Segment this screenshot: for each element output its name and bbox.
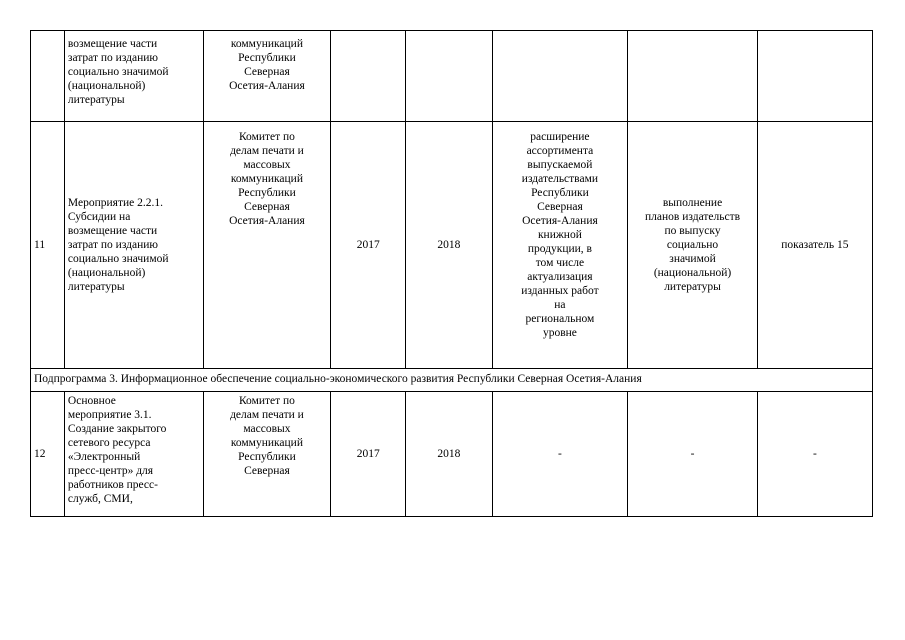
cell-indicator: показатель 15 — [757, 122, 872, 369]
cell-start-year: 2017 — [331, 122, 406, 369]
program-activities-table — [30, 30, 873, 517]
cell-consequence — [628, 31, 758, 122]
table-row — [31, 31, 873, 122]
cell-number: 12 — [31, 392, 65, 517]
cell-executor: Комитет по делам печати и массовых коммуникаций Республики Северная Осетия-Алания — [203, 122, 330, 369]
cell-indicator — [757, 31, 872, 122]
cell-executor: коммуникаций Республики Северная Осетия-Алания — [203, 31, 330, 122]
cell-start-year — [331, 31, 406, 122]
cell-number: 11 — [31, 122, 65, 369]
cell-end-year — [406, 31, 492, 122]
cell-activity-name: Мероприятие 2.2.1. Субсидии на возмещение части затрат по изданию социально значимой (национальной) литературы — [64, 122, 203, 369]
cell-executor: Комитет по делам печати и массовых коммуникаций Республики Северная — [203, 392, 330, 517]
cell-number — [31, 31, 65, 122]
cell-consequence: выполнение планов издательств по выпуску социально значимой (национальной) литературы — [628, 122, 758, 369]
table-row — [31, 122, 873, 369]
subprogram-title: Подпрограмма 3. Информационное обеспечение социально-экономического развития Республики Северная Осетия-Алания — [31, 369, 873, 392]
cell-consequence: - — [628, 392, 758, 517]
cell-end-year: 2018 — [406, 122, 492, 369]
cell-expected-result — [492, 31, 628, 122]
subprogram-row — [31, 369, 873, 392]
cell-indicator: - — [757, 392, 872, 517]
cell-expected-result: - — [492, 392, 628, 517]
cell-activity-name: Основное мероприятие 3.1. Создание закрытого сетевого ресурса «Электронный пресс-центр» для работников пресс- служб, СМИ, — [64, 392, 203, 517]
table-row — [31, 392, 873, 517]
cell-end-year: 2018 — [406, 392, 492, 517]
cell-expected-result: расширение ассортимента выпускаемой издательствами Республики Северная Осетия-Алания книжной продукции, в том числе актуализация изданных работ на региональном уровне — [492, 122, 628, 369]
cell-start-year: 2017 — [331, 392, 406, 517]
cell-activity-name: возмещение части затрат по изданию социально значимой (национальной) литературы — [64, 31, 203, 122]
